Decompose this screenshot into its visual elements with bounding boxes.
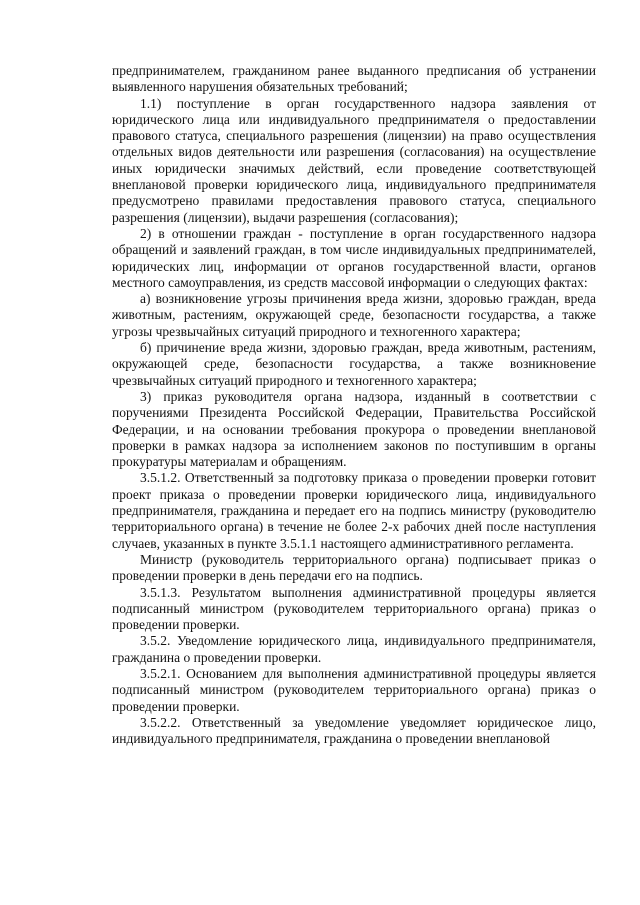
paragraph-2a: а) возникновение угрозы причинения вреда жизни, здоровью граждан, вреда животным, растениям, окружающей среде, безопасности государства, а также угрозы чрезвычайных ситуаций природного и техногенного характера; xyxy=(112,291,596,339)
paragraph-3-5-2-heading: 3.5.2. Уведомление юридического лица, индивидуального предпринимателя, гражданина о проведении проверки. xyxy=(112,633,596,665)
paragraph-2: 2) в отношении граждан - поступление в орган государственного надзора обращений и заявлений граждан, в том числе индивидуальных предпринимателей, юридических лиц, информации от органов государственной власти, органов местного самоуправления, из средств массовой информации о следующих фактах: xyxy=(112,225,596,290)
paragraph-1-1: 1.1) поступление в орган государственного надзора заявления от юридического лица или индивидуального предпринимателя о предоставлении правового статуса, специального разрешения (лицензии) на право осуществления отдельных видов деятельности или разрешения (согласования) на осуществление иных юридически значимых действий, если проведение соответствующей внеплановой проверки юридического лица, индивидуального предпринимателя предусмотрено правилами предоставления правового статуса, специального разрешения (лицензии), выдачи разрешения (согласования); xyxy=(112,95,596,225)
paragraph-3-5-2-2: 3.5.2.2. Ответственный за уведомление уведомляет юридическое лицо, индивидуального предпринимателя, гражданина о проведении внеплановой xyxy=(112,714,596,747)
paragraph-3-5-1-3: 3.5.1.3. Результатом выполнения административной процедуры является подписанный министром (руководителем территориального органа) приказ о проведении проверки. xyxy=(112,584,596,633)
paragraph-continuation: предпринимателем, гражданином ранее выданного предписания об устранении выявленного нарушения обязательных требований; xyxy=(112,63,596,95)
document-page xyxy=(112,63,596,747)
paragraph-2b: б) причинение вреда жизни, здоровью граждан, вреда животным, растениям, окружающей среде, безопасности государства, а также возникновение чрезвычайных ситуаций природного и техногенного характера; xyxy=(112,340,596,388)
paragraph-minister-signs: Министр (руководитель территориального органа) подписывает приказ о проведении проверки в день передачи его на подпись. xyxy=(112,551,596,584)
paragraph-3-5-2-1: 3.5.2.1. Основанием для выполнения административной процедуры является подписанный министром (руководителем территориального органа) приказ о проведении проверки. xyxy=(112,665,596,714)
paragraph-3: 3) приказ руководителя органа надзора, изданный в соответствии с поручениями Президента Российской Федерации, Правительства Российской Федерации, и на основании требования прокурора о проведении внеплановой проверки в рамках надзора за исполнением законов по поступившим в органы прокуратуры материалам и обращениям. xyxy=(112,388,596,470)
paragraph-3-5-1-2: 3.5.1.2. Ответственный за подготовку приказа о проведении проверки готовит проект приказа о проведении проверки юридического лица, индивидуального предпринимателя, гражданина и передает его на подпись министру (руководителю территориального органа) в течение не более 2-х рабочих дней после наступления случаев, указанных в пункте 3.5.1.1 настоящего административного регламента. xyxy=(112,470,596,551)
